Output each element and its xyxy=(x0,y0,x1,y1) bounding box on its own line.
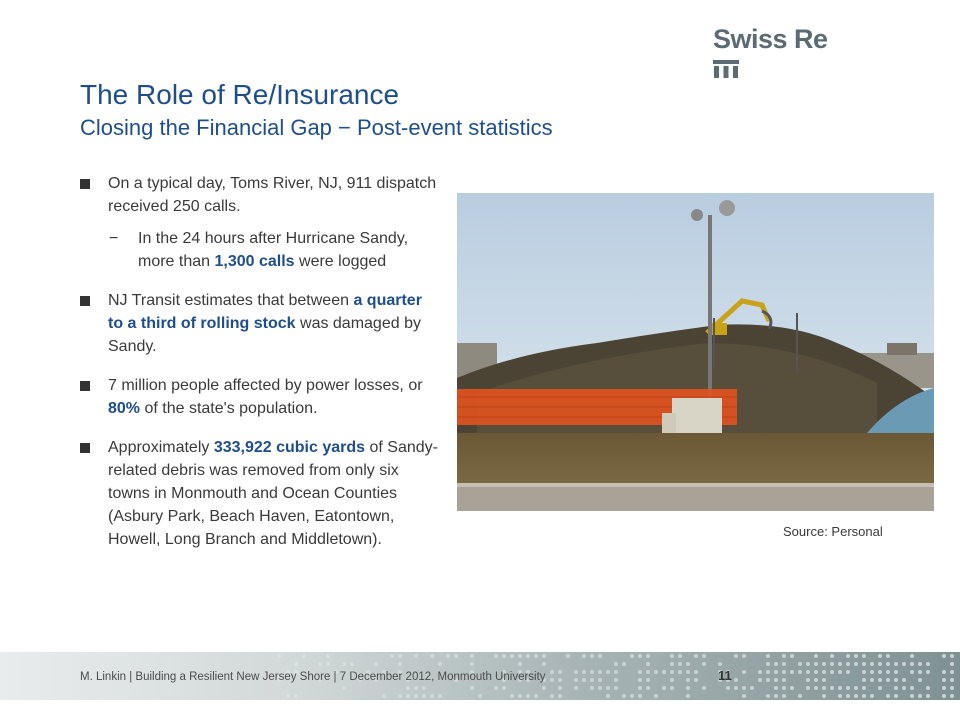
bullet-text: was damaged by Sandy. xyxy=(108,315,421,355)
slide-title: The Role of Re/Insurance xyxy=(80,79,400,110)
highlight-text: 80% xyxy=(108,400,141,417)
footer-bar xyxy=(0,652,960,700)
logo-text: Swiss Re xyxy=(713,24,828,54)
highlight-text: 333,922 cubic yards xyxy=(213,439,366,456)
bullet-text: On a typical day, Toms River, NJ, 911 dispatch received 250 calls. xyxy=(108,175,437,215)
sub-bullet-item xyxy=(108,227,440,273)
highlight-text: a quarter to a third of rolling stock xyxy=(108,292,422,332)
bullet-text: In the 24 hours after Hurricane Sandy, more than xyxy=(138,230,409,270)
bullet-item xyxy=(80,374,440,420)
slide-subtitle: Closing the Financial Gap − Post-event statistics xyxy=(80,115,553,140)
bullet-text: of Sandy-related debris was removed from only six towns in Monmouth and Ocean Counties (Asbury Park, Beach Haven, Eatontown, Howell, Long Branch and Middletown). xyxy=(108,439,438,548)
swiss-re-logo xyxy=(713,24,833,78)
footer-text: M. Linkin | Building a Resilient New Jersey Shore | 7 December 2012, Monmouth University xyxy=(80,671,546,683)
bullet-item xyxy=(80,289,440,358)
page-number: 11 xyxy=(718,668,732,683)
debris-site-photo xyxy=(457,193,934,511)
bullet-text: 7 million people affected by power losses, or xyxy=(108,377,423,394)
bullet-text: Approximately xyxy=(108,439,214,456)
photo-source-label: Source: Personal xyxy=(783,524,883,539)
bullet-text: NJ Transit estimates that between xyxy=(108,292,354,309)
bullet-list xyxy=(80,172,440,567)
bullet-item xyxy=(80,172,440,273)
bullet-text: were logged xyxy=(294,253,387,270)
swiss-re-mark-icon xyxy=(713,60,739,78)
bullet-item xyxy=(80,436,440,551)
highlight-text: 1,300 calls xyxy=(214,253,295,270)
bullet-text: of the state's population. xyxy=(140,400,318,417)
